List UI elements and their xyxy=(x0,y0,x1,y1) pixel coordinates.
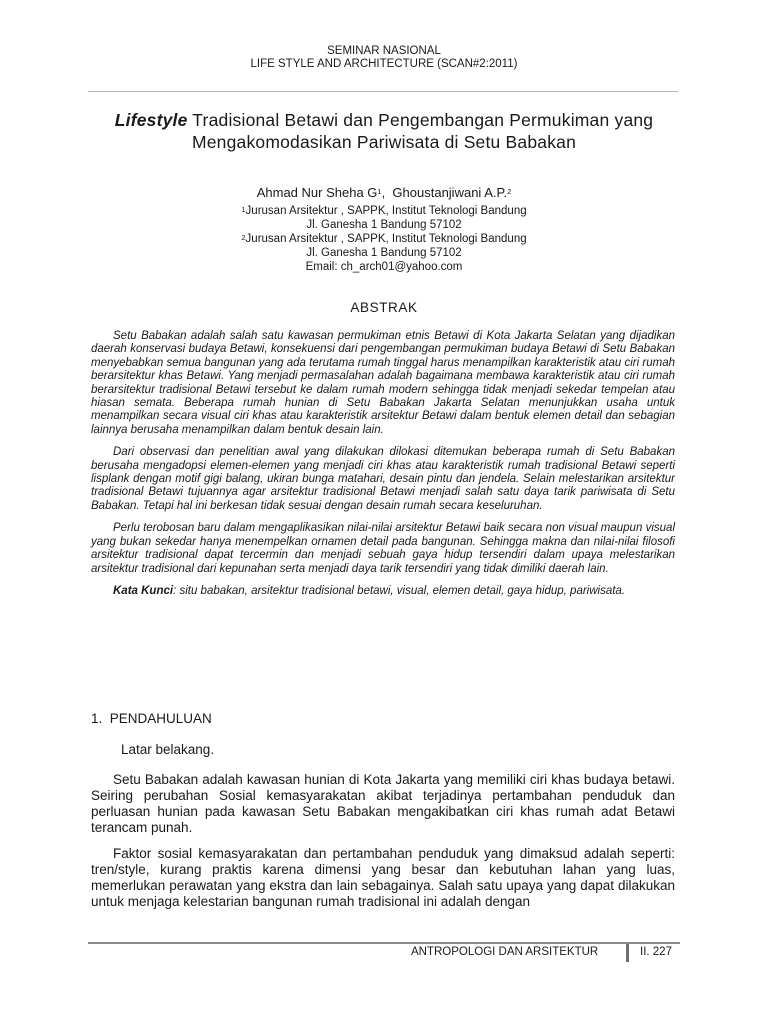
contact-email: Email: ch_arch01@yahoo.com xyxy=(305,261,463,273)
keywords xyxy=(91,585,675,598)
affiliations xyxy=(0,204,768,274)
subsection-heading: Latar belakang. xyxy=(121,742,215,757)
affiliation-1-address: Jl. Ganesha 1 Bandung 57102 xyxy=(306,219,462,231)
affiliation-1-text: Jurusan Arsitektur , SAPPK, Institut Teknologi Bandung xyxy=(245,205,527,217)
affiliation-1-marker: 1 xyxy=(241,205,246,214)
abstract-body xyxy=(91,330,675,607)
title-line1: Tradisional Betawi dan Pengembangan Permukiman yang xyxy=(187,110,654,130)
section-heading: 1. PENDAHULUAN xyxy=(91,711,212,726)
author-2-marker: 2 xyxy=(507,187,512,196)
keywords-label: Kata Kunci xyxy=(113,584,174,597)
paper-title xyxy=(60,109,708,153)
footer-label: ANTROPOLOGI DAN ARSITEKTUR xyxy=(411,946,599,958)
affiliation-2-text: Jurusan Arsitektur , SAPPK, Institut Teknologi Bandung xyxy=(245,233,527,245)
affiliation-2 xyxy=(0,232,768,246)
author-2: Ghoustanjiwani A.P. xyxy=(392,185,508,200)
author-1: Ahmad Nur Sheha G xyxy=(256,185,378,200)
author-separator: , xyxy=(381,185,393,200)
keywords-text: : situ babakan, arsitektur tradisional betawi, visual, elemen detail, gaya hidup, pariwisata. xyxy=(173,584,626,597)
seminar-header-line1: SEMINAR NASIONAL xyxy=(327,45,441,57)
affiliation-2-marker: 2 xyxy=(241,233,246,242)
abstract-paragraph: Setu Babakan adalah salah satu kawasan permukiman etnis Betawi di Kota Jakarta Selatan yang dijadikan daerah konservasi budaya Betawi, konsekuensi dari pengembangan permukiman budaya Betawi di Setu Babakan menyebabkan semua bangunan yang ada terutama rumah tinggal harus menampilkan karakteristik atau ciri rumah berarsitektur khas Betawi. Yang menjadi permasalahan adalah bagaimana membawa karakteristik atau ciri rumah berarsitektur tradisional Betawi tersebut ke dalam rumah modern sehingga tidak menjadi sekedar tempelan atau hiasan semata. Beberapa rumah hunian di Setu Babakan Jakarta Selatan menunjukkan usaha untuk menampilkan secara visual ciri khas atau karakteristik arsitektur Betawi dalam bentuk elemen detail dan sebagian lainnya berusaha menampilkan dalam bentuk desain lain. xyxy=(91,330,675,436)
affiliation-2-address: Jl. Ganesha 1 Bandung 57102 xyxy=(306,247,462,259)
abstract-heading: ABSTRAK xyxy=(350,300,418,315)
affiliation-1 xyxy=(0,204,768,218)
abstract-paragraph: Dari observasi dan penelitian awal yang dilakukan dilokasi ditemukan beberapa rumah di Setu Babakan berusaha mengadopsi elemen-elemen yang menjadi ciri khas atau karakteristik rumah tradisional Betawi seperti lisplank dengan motif gigi balang, ukiran bunga matahari, desain pintu dan jendela. Selain melestarikan arsitektur tradisional Betawi tujuannya agar arsitektur tradisional Betawi menjadi salah satu daya tarik pariwisata di Setu Babakan. Tetapi hal ini berkesan tidak sesuai dengan desain rumah secara keseluruhan. xyxy=(91,446,675,512)
footer-divider xyxy=(88,942,680,944)
author-1-marker: 1 xyxy=(377,187,382,196)
body-paragraph: Setu Babakan adalah kawasan hunian di Kota Jakarta yang memiliki ciri khas budaya betawi. Seiring perubahan Sosial kemasyarakatan akibat terjadinya pertambahan penduduk dan perluasan hunian pada kawasan Setu Babakan mengakibatkan ciri khas rumah adat Betawi terancam punah. xyxy=(91,772,675,835)
section-body xyxy=(91,772,675,920)
title-italic-word: Lifestyle xyxy=(114,110,188,130)
body-paragraph: Faktor sosial kemasyarakatan dan pertambahan penduduk yang dimaksud adalah seperti: tren/style, kurang praktis karena dimensi yang besar dan kebutuhan lahan yang luas, memerlukan perawatan yang ekstra dan lain sebagainya. Salah satu upaya yang dapat dilakukan untuk menjaga kelestarian bangunan rumah tradisional ini adalah dengan xyxy=(91,846,675,909)
abstract-paragraph: Perlu terobosan baru dalam mengaplikasikan nilai-nilai arsitektur Betawi baik secara non visual maupun visual yang bukan sekedar hanya menempelkan ornamen detail pada bangunan. Sehingga makna dan nilai-nilai filosofi arsitektur tradisional dapat tercermin dan menjadi sebuah gaya hidup tersendiri dalam upaya melestarikan arsitektur tradisional dari kepunahan serta menjadi daya tarik tersendiri yang tidak dimiliki daerah lain. xyxy=(91,522,675,575)
seminar-header-line2: LIFE STYLE AND ARCHITECTURE (SCAN#2:2011) xyxy=(250,58,518,70)
page-number: II. 227 xyxy=(640,946,672,958)
author-list xyxy=(0,185,768,201)
title-line2: Mengakomodasikan Pariwisata di Setu Babakan xyxy=(191,132,577,152)
footer-separator xyxy=(626,944,629,962)
header-divider xyxy=(88,91,678,92)
